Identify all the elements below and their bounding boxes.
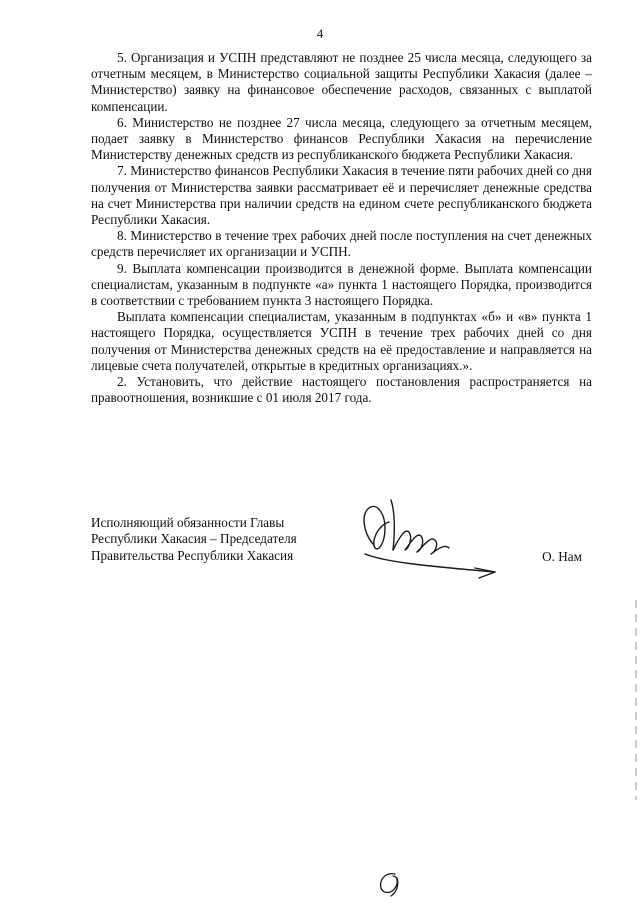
paragraph-9-continuation: Выплата компенсации специалистам, указанным в подпунктах «б» и «в» пункта 1 настоящего Порядка, осуществляется УСПН в течение трех рабочих дней со дня получения от Министерства денежных средств на её предоставление и направляется на лицевые счета получателей, открытые в кредитных организациях.». [91, 309, 592, 373]
signature-block [91, 515, 592, 595]
signatory-title-line-1: Исполняющий обязанности Главы [91, 515, 285, 530]
paragraph-7: 7. Министерство финансов Республики Хакасия в течение пяти рабочих дней со дня получения от Министерства заявки рассматривает её и перечисляет денежные средства на счет Министерства при наличии средств на едином счете республиканского бюджета Республики Хакасия. [91, 163, 592, 228]
paragraph-5: 5. Организация и УСПН представляют не позднее 25 числа месяца, следующего за отчетным месяцем, в Министерство социальной защиты Республики Хакасия (далее – Министерство) заявку на финансовое обеспечение расходов, связанных с выплатой компенсации. [91, 50, 592, 114]
signatory-name: О. Нам [542, 549, 582, 564]
signatory-title [91, 515, 297, 564]
paragraph-9: 9. Выплата компенсации производится в денежной форме. Выплата компенсации специалистам, указанным в подпункте «а» пункта 1 настоящего Порядка, производится в соответствии с требованием пункта 3 настоящего Порядка. [91, 260, 592, 309]
handwritten-signature [355, 492, 500, 582]
page-number: 4 [316, 26, 324, 41]
signatory-title-line-2: Республики Хакасия – Председателя [91, 531, 297, 547]
handwritten-initial-mark [375, 868, 409, 898]
paragraph-8: 8. Министерство в течение трех рабочих дней после поступления на счет денежных средств перечисляет их организации и УСПН. [91, 228, 592, 260]
paragraph-2-effective-date: 2. Установить, что действие настоящего постановления распространяется на правоотношения, возникшие с 01 июля 2017 года. [91, 374, 592, 406]
document-body [91, 50, 592, 406]
paragraph-6: 6. Министерство не позднее 27 числа месяца, следующего за отчетным месяцем, подает заявку в Министерство финансов Республики Хакасия на перечисление Министерству денежных средств из республиканского бюджета Республики Хакасия. [91, 114, 592, 163]
signatory-title-line-3: Правительства Республики Хакасия [91, 547, 294, 563]
scan-edge-artifact [634, 600, 638, 800]
